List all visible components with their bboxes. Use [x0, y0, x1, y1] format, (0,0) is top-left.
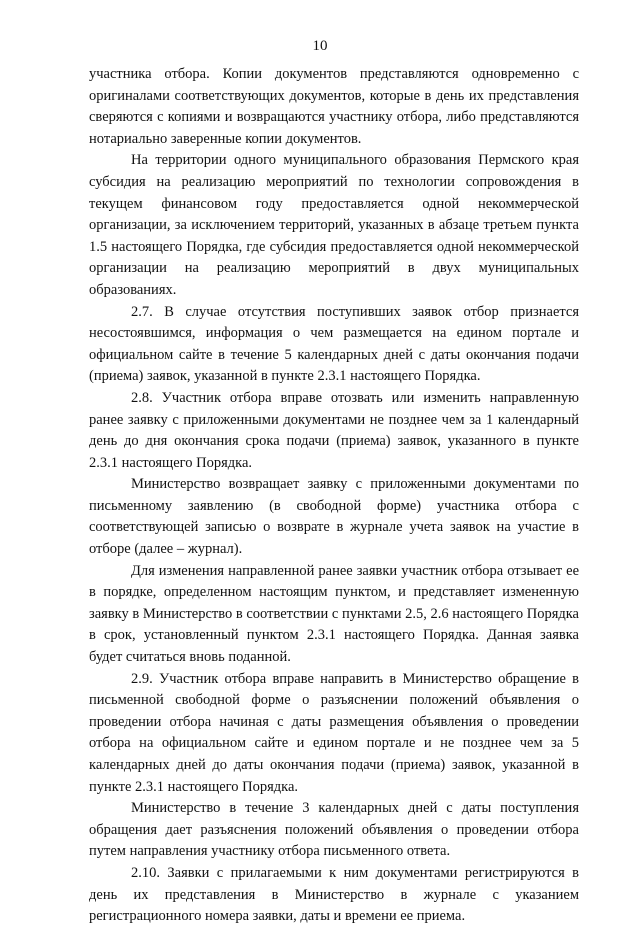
page-number: 10	[312, 38, 328, 54]
paragraph-change-application: Для изменения направленной ранее заявки участник отбора отзывает ее в порядке, определенном настоящим пунктом, и представляет измененную заявку в Министерство в соответствии с пунктами 2.5, 2.6 настоящего Порядка в срок, установленный пунктом 2.3.1 настоящего Порядка. Данная заявка будет считаться вновь поданной.	[89, 562, 579, 666]
document-body	[89, 64, 579, 928]
paragraph-territory-subsidy: На территории одного муниципального образования Пермского края субсидия на реализацию мероприятий по технологии сопровождения в текущем финансовом году предоставляется одной некоммерческой организации, за исключением территорий, указанных в абзаце третьем пункта 1.5 настоящего Порядка, где субсидия предоставляется одной некоммерческой организации на реализацию мероприятий в двух муниципальных образованиях.	[89, 152, 579, 298]
paragraph-ministry-returns: Министерство возвращает заявку с приложенными документами по письменному заявлению (в свободной форме) участника отбора с соответствующей записью о возврате в журнале учета заявок на участие в отборе (далее – журнал).	[89, 476, 579, 558]
paragraph-2-7: 2.7. В случае отсутствия поступивших заявок отбор признается несостоявшимся, информация о чем размещается на едином портале и официальном сайте в течение 5 календарных дней с даты окончания подачи (приема) заявок, указанной в пункте 2.3.1 настоящего Порядка.	[89, 303, 579, 385]
paragraph-2-10: 2.10. Заявки с прилагаемыми к ним документами регистрируются в день их представления в Министерство в журнале с указанием регистрационного номера заявки, даты и времени ее приема.	[89, 864, 579, 925]
paragraph-ministry-explanation: Министерство в течение 3 календарных дней с даты поступления обращения дает разъяснения положений объявления о проведении отбора путем направления участнику отбора письменного ответа.	[89, 800, 579, 860]
paragraph-2-9: 2.9. Участник отбора вправе направить в Министерство обращение в письменной свободной форме о разъяснении положений объявления о проведении отбора начиная с даты размещения объявления о проведении отбора на официальном сайте и едином портале и не позднее чем за 5 календарных дней до даты окончания подачи (приема) заявок, указанной в пункте 2.3.1 настоящего Порядка.	[89, 670, 579, 795]
paragraph-continuation: участника отбора. Копии документов представляются одновременно с оригиналами соответствующих документов, которые в день их представления сверяются с копиями и возвращаются участнику отбора, либо представляются нотариально заверенные копии документов.	[89, 66, 579, 147]
paragraph-2-8: 2.8. Участник отбора вправе отозвать или изменить направленную ранее заявку с приложенными документами не позднее чем за 1 календарный день до дня окончания срока подачи (приема) заявок, указанного в пункте 2.3.1 настоящего Порядка.	[89, 389, 579, 471]
